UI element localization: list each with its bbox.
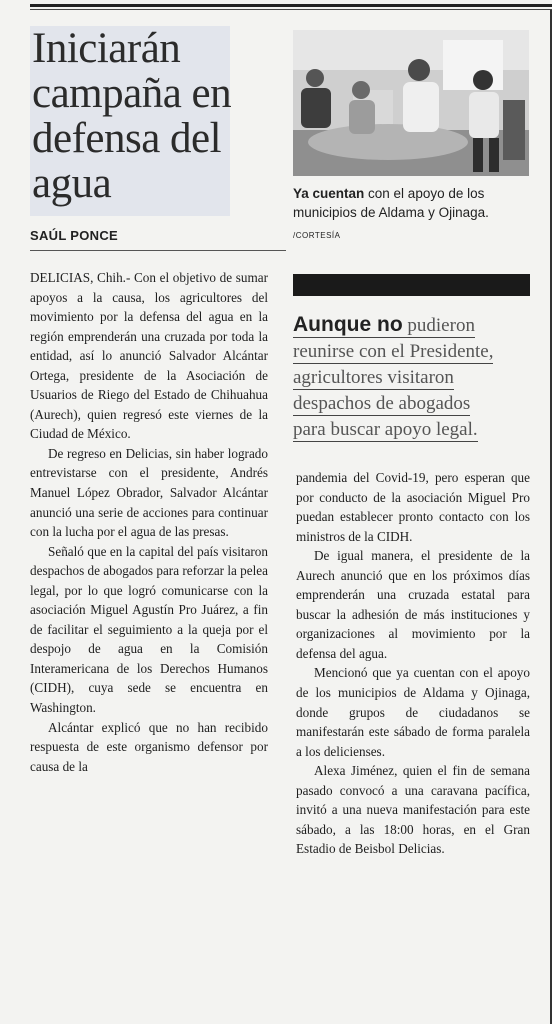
- pullquote-line-5: para buscar apoyo legal.: [293, 419, 478, 440]
- pullquote-lead: Aunque no: [293, 313, 403, 336]
- pullquote: [293, 312, 543, 443]
- pullquote-line-1: pudieron: [402, 315, 475, 336]
- article-paragraph: pandemia del Covid-19, pero esperan que por conducto de la asociación Miguel Pro puedan establecer pronto contacto con los ministros de la CIDH.: [296, 470, 530, 544]
- news-photo: [293, 30, 529, 176]
- article-paragraph: DELICIAS, Chih.- Con el objetivo de sumar apoyos a la causa, los agricultores del movimiento por la defensa del agua en la región emprenderán una cruzada por toda la entidad, así lo anunció Salvador Alcántar Ortega, presidente de la Asociación de Usuarios de Riego del Estado de Chihuahua (Aurech), quien regresó este viernes de la Ciudad de México.: [30, 270, 268, 442]
- article-paragraph: Alcántar explicó que no han recibido respuesta de este organismo defensor por causa de la: [30, 719, 268, 774]
- article-paragraph: Mencionó que ya cuentan con el apoyo de los municipios de Aldama y Ojinaga, donde grupos de ciudadanos se manifestarán este sábado de forma paralela a los delicienses.: [296, 665, 530, 759]
- byline-rule: [30, 250, 286, 251]
- article-paragraph: Alexa Jiménez, quien el fin de semana pasado convocó a una caravana pacífica, invitó a una nueva manifestación para este sábado, a las 18:00 horas, en el Gran Estadio de Beisbol Delicias.: [296, 763, 530, 857]
- photo-caption: [293, 184, 533, 245]
- article-headline: Iniciarán campaña en defensa del agua: [32, 25, 232, 207]
- pullquote-line-4: despachos de abogados: [293, 393, 471, 414]
- article-paragraph: De regreso en Delicias, sin haber logrado entrevistarse con el presidente, Andrés Manuel López Obrador, Salvador Alcántar anunció una serie de acciones para continuar con la lucha por el agua de las presas.: [30, 445, 268, 540]
- caption-lead: Ya cuentan: [293, 186, 365, 201]
- article-column-right: [296, 468, 530, 859]
- author-byline: SAÚL PONCE: [30, 228, 118, 243]
- meeting-photo-illustration: [293, 30, 529, 176]
- pullquote-line-3: agricultores visitaron: [293, 367, 454, 388]
- top-rule-thin: [30, 9, 552, 10]
- article-paragraph: Señaló que en la capital del país visitaron despachos de abogados para reforzar la pelea legal, por lo que logró comunicarse con la asociación Miguel Agustín Pro Juárez, a fin de facilitar el seguimiento a la queja por el despojo de agua en la Comisión Interamericana de los Derechos Humanos (CIDH), cuya sede se encuentra en Washington.: [30, 543, 268, 716]
- caption-text: con el apoyo de los municipios de Aldama y Ojinaga.: [293, 186, 489, 220]
- top-rule: [30, 4, 552, 7]
- pullquote-line-2: reunirse con el Presidente,: [293, 341, 494, 362]
- photo-credit: /CORTESÍA: [293, 231, 341, 240]
- article-paragraph: De igual manera, el presidente de la Aurech anunció que en los próximos días emprenderán una cruzada estatal para buscar la adhesión de más instituciones y organizaciones al movimiento por la defensa del agua.: [296, 548, 530, 661]
- pullquote-bar: [293, 274, 530, 296]
- article-column-left: [30, 268, 268, 776]
